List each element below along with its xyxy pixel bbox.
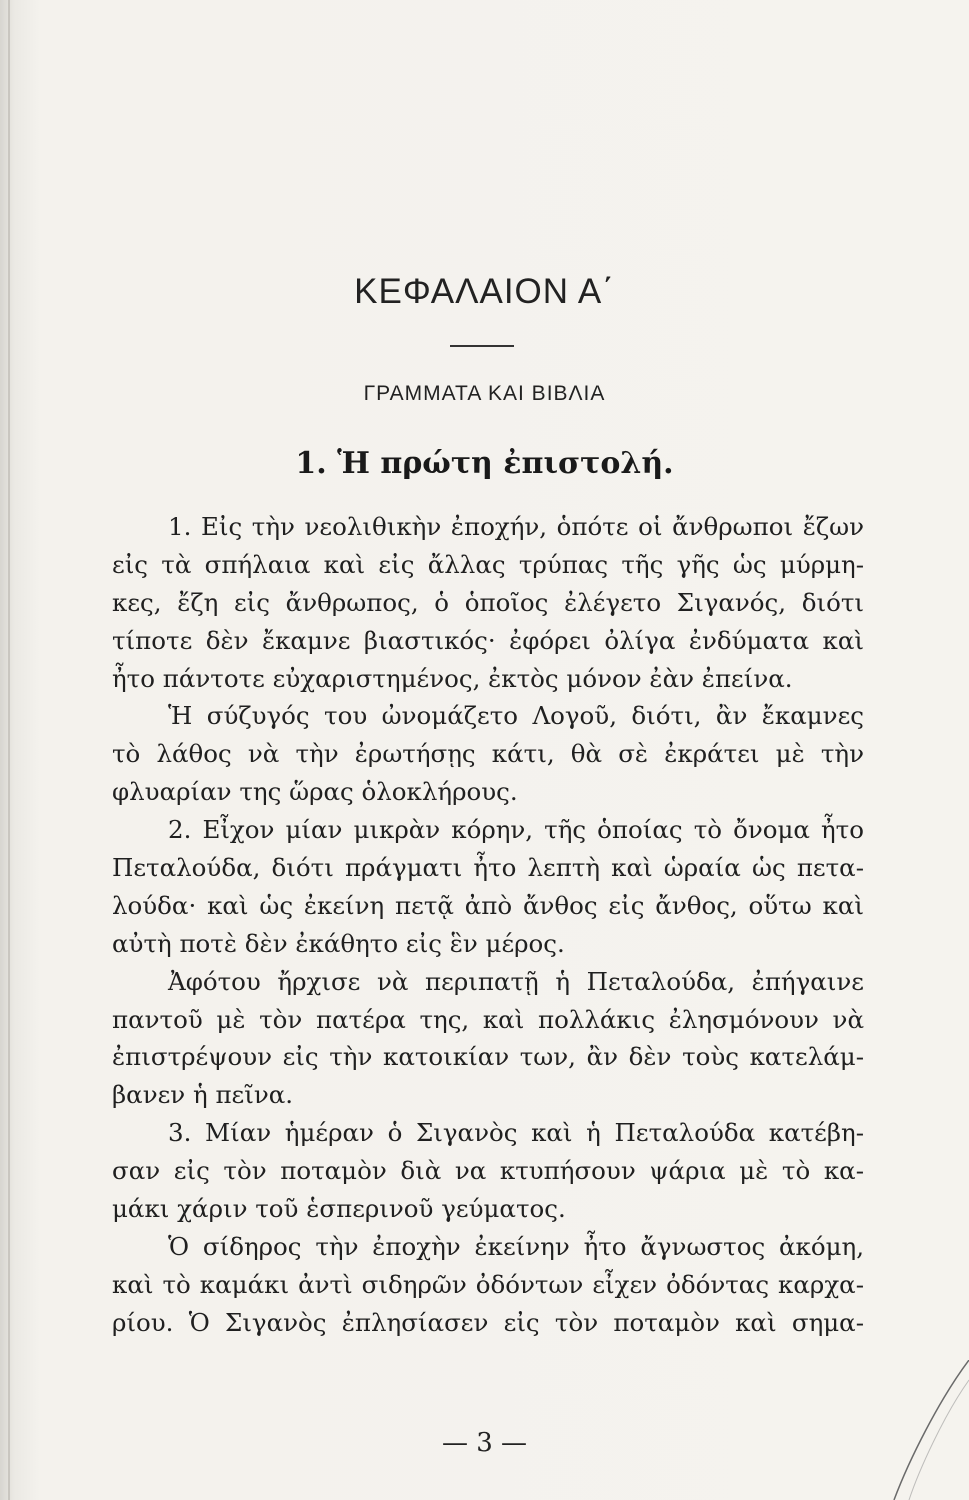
- text-line: 3. Μίαν ἡμέραν ὁ Σιγανὸς καὶ ἡ Πεταλούδα κατέβη-: [168, 1118, 864, 1148]
- text-line: παντοῦ μὲ τὸν πατέρα της, καὶ πολλάκις ἐλησμόνουν νὰ: [112, 1004, 864, 1034]
- chapter-title: ΚΕΦΑΛΑΙΟΝ Α΄: [354, 272, 615, 311]
- text-line: εἰς τὰ σπήλαια καὶ εἰς ἄλλας τρύπας τῆς γῆς ὡς μύρμη-: [112, 549, 864, 579]
- binding-edge: [8, 0, 10, 1500]
- title-divider: [450, 345, 514, 347]
- body-text: [112, 508, 864, 1342]
- text-line: 2. Εἶχον μίαν μικρὰν κόρην, τῆς ὁποίας τὸ ὄνομα ἦτο: [168, 815, 864, 845]
- section-title: ΓΡΑΜΜΑΤΑ ΚΑΙ ΒΙΒΛΙΑ: [363, 382, 606, 405]
- text-line: Ἀφότου ἤρχισε νὰ περιπατῇ ἡ Πεταλούδα, ἐπήγαινε: [168, 966, 864, 996]
- page-corner-crease: [859, 1360, 969, 1500]
- text-line: φλυαρίαν της ὥρας ὁλοκλήρους.: [112, 777, 518, 807]
- text-line: καὶ τὸ καμάκι ἀντὶ σιδηρῶν ὀδόντων εἶχεν ὀδόντας καρχα-: [112, 1269, 864, 1299]
- text-line: ἐπιστρέψουν εἰς τὴν κατοικίαν των, ἂν δὲν τοὺς κατελάμ-: [112, 1042, 864, 1072]
- text-line: 1. Εἰς τὴν νεολιθικὴν ἐποχήν, ὁπότε οἱ ἄνθρωποι ἔζων: [168, 512, 864, 541]
- text-line: Ἡ σύζυγός του ὠνομάζετο Λογοῦ, διότι, ἂν ἔκαμνες: [168, 701, 864, 731]
- text-line: Ὁ σίδηρος τὴν ἐποχὴν ἐκείνην ἦτο ἄγνωστος ἀκόμη,: [168, 1231, 864, 1261]
- text-line: κες, ἔζη εἰς ἄνθρωπος, ὁ ὁποῖος ἐλέγετο Σιγανός, διότι: [112, 587, 864, 617]
- text-line: τίποτε δὲν ἔκαμνε βιαστικός· ἐφόρει ὀλίγα ἐνδύματα καὶ: [112, 625, 864, 655]
- lesson-title: 1. Ἡ πρώτη ἐπιστολή.: [295, 446, 674, 481]
- text-line: μάκι χάριν τοῦ ἑσπερινοῦ γεύματος.: [112, 1194, 566, 1224]
- text-line: σαν εἰς τὸν ποταμὸν διὰ να κτυπήσουν ψάρια μὲ τὸ κα-: [112, 1156, 864, 1186]
- text-line: ἦτο πάντοτε εὐχαριστημένος, ἐκτὸς μόνον ἐὰν ἐπείνα.: [112, 663, 793, 693]
- text-line: λούδα· καὶ ὡς ἐκείνη πετᾷ ἀπὸ ἄνθος εἰς ἄνθος, οὕτω καὶ: [112, 890, 864, 920]
- text-line: ρίου. Ὁ Σιγανὸς ἐπλησίασεν εἰς τὸν ποταμὸν καὶ σημα-: [112, 1307, 864, 1337]
- page-number: — 3 —: [441, 1428, 528, 1458]
- text-line: βανεν ἡ πεῖνα.: [112, 1080, 294, 1110]
- text-line: τὸ λάθος νὰ τὴν ἐρωτήσῃς κάτι, θὰ σὲ ἐκράτει μὲ τὴν: [112, 739, 864, 769]
- text-line: Πεταλούδα, διότι πράγματι ἦτο λεπτὴ καὶ ὡραία ὡς πετα-: [112, 853, 864, 883]
- text-line: αὐτὴ ποτὲ δὲν ἐκάθητο εἰς ἓν μέρος.: [112, 928, 565, 958]
